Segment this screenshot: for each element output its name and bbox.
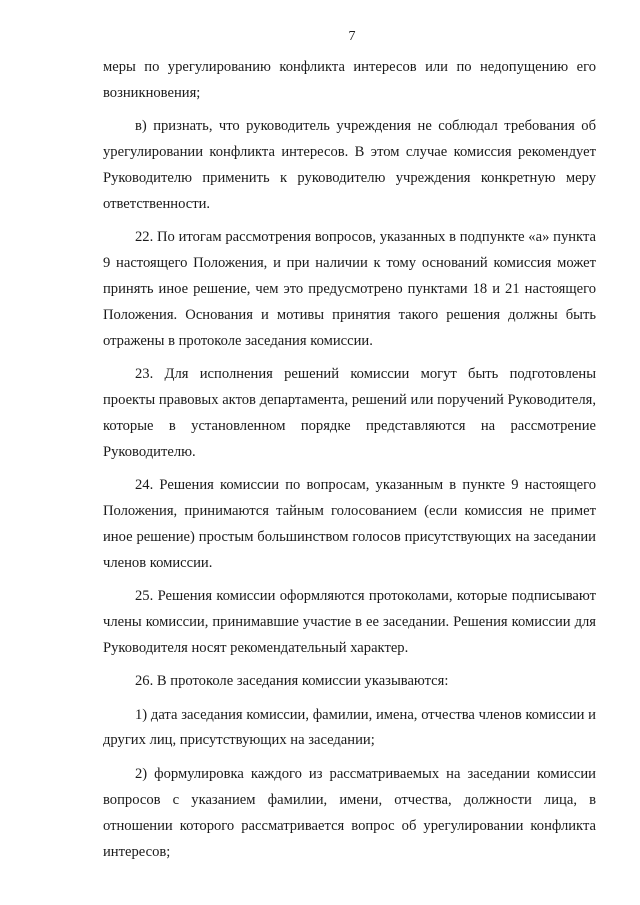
document-body <box>103 55 596 873</box>
paragraph-continuation: меры по урегулированию конфликта интересов или по недопущению его возникновения; <box>103 59 596 101</box>
paragraph-26-item-2: 2) формулировка каждого из рассматриваемых на заседании комиссии вопросов с указанием фамилии, имени, отчества, должности лица, в отношении которого рассматривается вопрос об урегулировании конфликта интересов; <box>103 765 596 860</box>
paragraph-23: 23. Для исполнения решений комиссии могут быть подготовлены проекты правовых актов департамента, решений или поручений Руководителя, которые в установленном порядке представляются на рассмотрение Руководителю. <box>103 366 596 460</box>
page-number: 7 <box>348 29 356 44</box>
paragraph-26: 26. В протоколе заседания комиссии указываются: <box>135 673 449 690</box>
paragraph-22: 22. По итогам рассмотрения вопросов, указанных в подпункте «а» пункта 9 настоящего Положения, и при наличии к тому оснований комиссия может принять иное решение, чем это предусмотрено пунктами 18 и 21 настоящего Положения. Основания и мотивы принятия такого решения должны быть отражены в протоколе заседания комиссии. <box>103 229 596 349</box>
paragraph-24: 24. Решения комиссии по вопросам, указанным в пункте 9 настоящего Положения, принимаются тайным голосованием (если комиссия не примет иное решение) простым большинством голосов присутствующих на заседании членов комиссии. <box>103 477 596 571</box>
paragraph-25: 25. Решения комиссии оформляются протоколами, которые подписывают члены комиссии, принимавшие участие в ее заседании. Решения комиссии для Руководителя носят рекомендательный характер. <box>103 588 596 656</box>
paragraph-item-v: в) признать, что руководитель учреждения не соблюдал требования об урегулировании конфликта интересов. В этом случае комиссия рекомендует Руководителю применить к руководителю учреждения конкретную меру ответственности. <box>103 118 596 212</box>
paragraph-26-item-1: 1) дата заседания комиссии, фамилии, имена, отчества членов комиссии и других лиц, присутствующих на заседании; <box>103 706 596 749</box>
